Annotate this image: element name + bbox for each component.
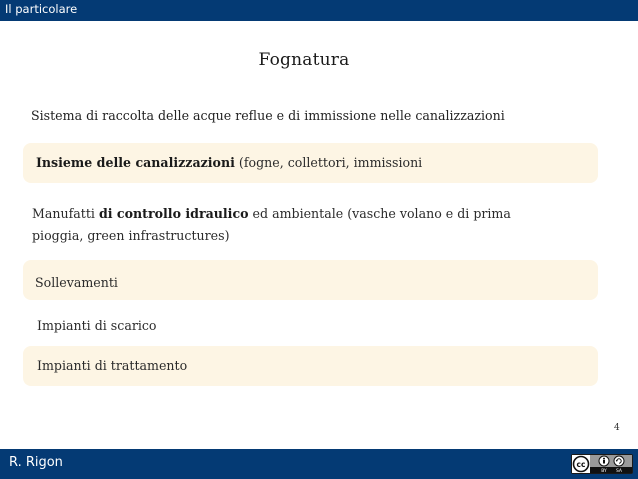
list-item: Sollevamenti (35, 275, 118, 290)
sa-label: SA (615, 469, 623, 473)
cc-license-badge (571, 454, 633, 474)
cc-text: cc (576, 460, 586, 469)
section-title: Il particolare (5, 2, 78, 16)
list-item (32, 203, 511, 247)
item-text: Manufatti (32, 206, 99, 221)
top-bar (0, 0, 638, 21)
cc-by-sa-icon (572, 455, 632, 473)
list-item: Impianti di trattamento (37, 358, 188, 373)
item-text: ed ambientale (vasche volano e di prima (248, 206, 511, 221)
item-bold: di controllo idraulico (98, 206, 249, 221)
page-number: 4 (614, 423, 620, 433)
list-item: Impianti di scarico (37, 318, 157, 333)
bottom-bar (0, 449, 638, 479)
list-item (36, 152, 422, 174)
item-text: pioggia, green infrastructures) (32, 228, 230, 243)
share-alike-icon (614, 456, 624, 466)
by-label: BY (601, 469, 607, 473)
author-name: R. Rigon (9, 455, 63, 470)
item-bold: Insieme delle canalizzazioni (36, 155, 235, 170)
item-text: (fogne, collettori, immissioni (234, 155, 423, 170)
slide-title: Fognatura (258, 50, 350, 70)
intro-text: Sistema di raccolta delle acque reflue e di immissione nelle canalizzazioni (31, 108, 505, 123)
